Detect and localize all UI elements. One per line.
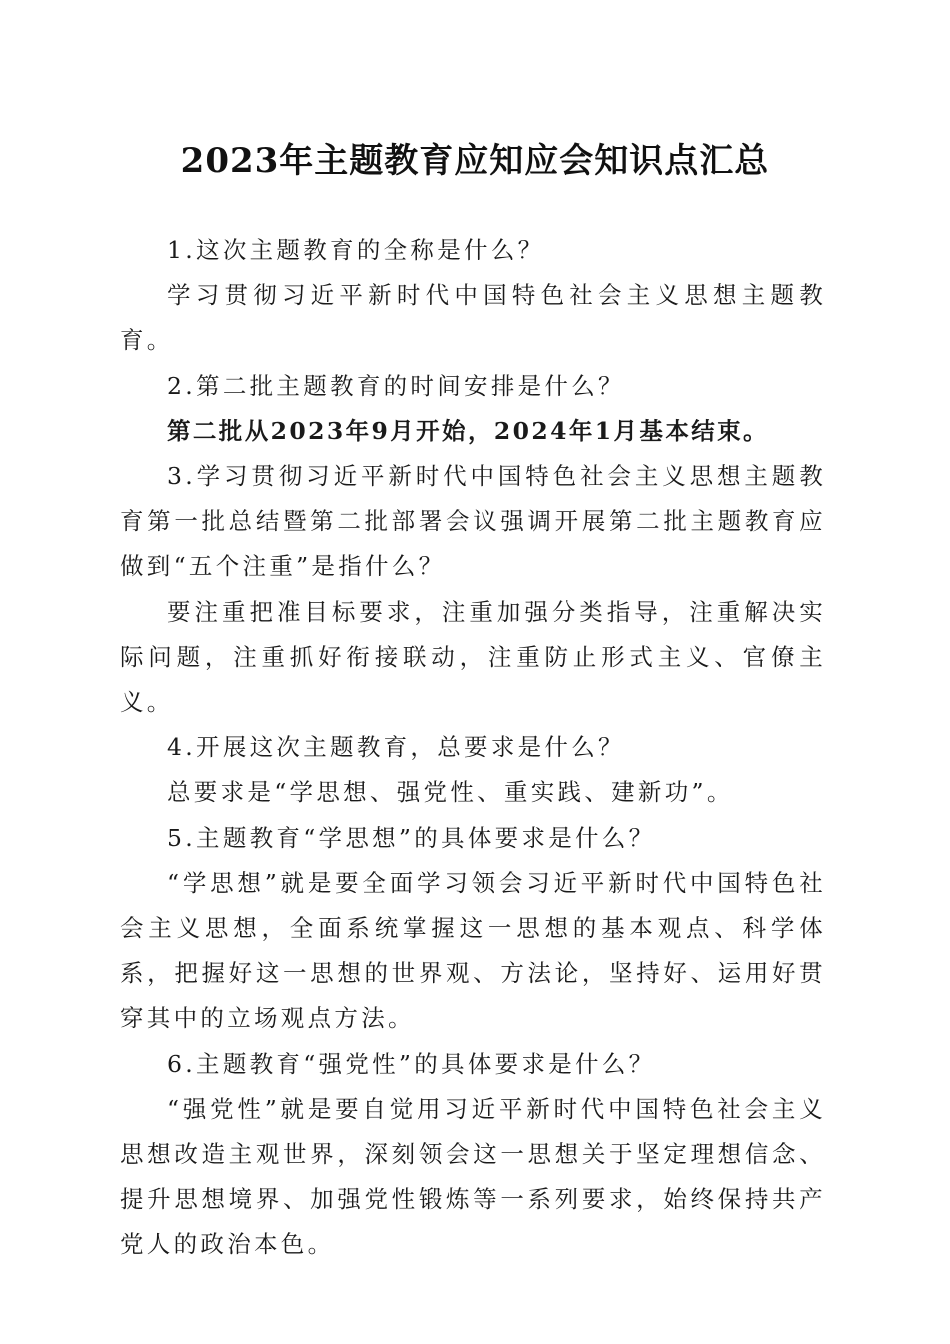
question-3: 3.学习贯彻习近平新时代中国特色社会主义思想主题教育第一批总结暨第二批部署会议强调开展第二批主题教育应做到“五个注重”是指什么？ <box>120 462 826 581</box>
document-title: 2023年主题教育应知应会知识点汇总 <box>180 141 770 181</box>
question-4: 4.开展这次主题教育，总要求是什么？ <box>167 733 625 762</box>
document-body <box>120 228 826 1268</box>
answer-2: 第二批从2023年9月开始，2024年1月基本结束。 <box>167 416 769 445</box>
question-5: 5.主题教育“学思想”的具体要求是什么？ <box>167 823 656 852</box>
question-2: 2.第二批主题教育的时间安排是什么？ <box>167 371 625 400</box>
answer-4: 总要求是“学思想、强党性、重实践、建新功”。 <box>167 778 734 807</box>
answer-1: 学习贯彻习近平新时代中国特色社会主义思想主题教育。 <box>120 281 826 355</box>
question-1: 1.这次主题教育的全称是什么？ <box>167 236 545 264</box>
question-6: 6.主题教育“强党性”的具体要求是什么？ <box>167 1049 656 1078</box>
answer-3: 要注重把准目标要求，注重加强分类指导，注重解决实际问题，注重抓好衔接联动，注重防止形式主义、官僚主义。 <box>120 597 826 717</box>
answer-5: “学思想”就是要全面学习领会习近平新时代中国特色社会主义思想，全面系统掌握这一思想的基本观点、科学体系，把握好这一思想的世界观、方法论，坚持好、运用好贯穿其中的立场观点方法。 <box>120 868 826 1033</box>
answer-6: “强党性”就是要自觉用习近平新时代中国特色社会主义思想改造主观世界，深刻领会这一思想关于坚定理想信念、提升思想境界、加强党性锻炼等一系列要求，始终保持共产党人的政治本色。 <box>120 1094 826 1259</box>
